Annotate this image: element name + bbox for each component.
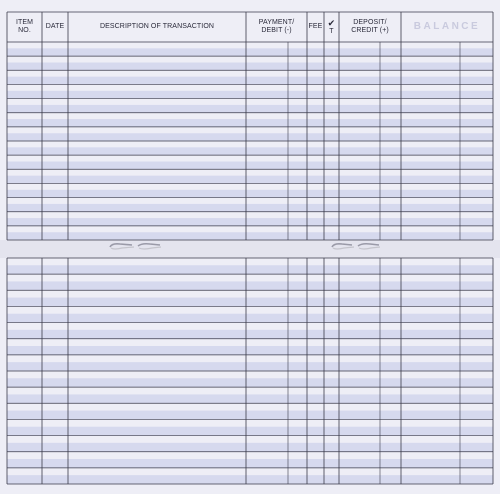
page-fold xyxy=(0,240,500,258)
row-stripe xyxy=(7,190,493,198)
header-check-t: T xyxy=(329,27,334,35)
row-stripe xyxy=(7,63,493,71)
row-stripe xyxy=(7,394,493,403)
row-stripe xyxy=(7,443,493,452)
row-stripe xyxy=(7,314,493,323)
row-stripe xyxy=(7,378,493,387)
row-stripe xyxy=(7,232,493,240)
row-stripe xyxy=(7,162,493,170)
check-mark-icon: ✔ xyxy=(327,17,336,28)
row-stripe xyxy=(7,265,493,274)
row-stripe xyxy=(7,459,493,468)
staple-left xyxy=(108,241,164,251)
row-stripe xyxy=(7,427,493,436)
staple-right xyxy=(330,241,382,251)
row-stripe xyxy=(7,281,493,290)
row-stripe xyxy=(7,218,493,226)
row-stripe xyxy=(7,362,493,371)
header-fee: FEE xyxy=(308,23,323,30)
row-stripe xyxy=(7,147,493,155)
row-stripe xyxy=(7,346,493,355)
row-stripe xyxy=(7,133,493,141)
header-check xyxy=(324,12,339,42)
row-stripe xyxy=(7,298,493,307)
row-stripe xyxy=(7,119,493,127)
header-payment-debit: PAYMENT/ DEBIT (-) xyxy=(258,19,295,34)
header-description: DESCRIPTION OF TRANSACTION xyxy=(99,23,215,30)
header-item-no: ITEM NO. xyxy=(15,19,34,34)
row-stripe xyxy=(7,91,493,99)
row-stripe xyxy=(7,475,493,484)
row-stripe xyxy=(7,77,493,85)
row-stripe xyxy=(7,176,493,184)
row-stripe xyxy=(7,105,493,113)
row-stripe xyxy=(7,204,493,212)
header-balance: BALANCE xyxy=(413,21,481,32)
row-stripe xyxy=(7,48,493,56)
row-stripe xyxy=(7,411,493,420)
header-date: DATE xyxy=(45,23,65,30)
header-deposit-credit: DEPOSIT/ CREDIT (+) xyxy=(351,19,389,34)
row-stripe xyxy=(7,330,493,339)
